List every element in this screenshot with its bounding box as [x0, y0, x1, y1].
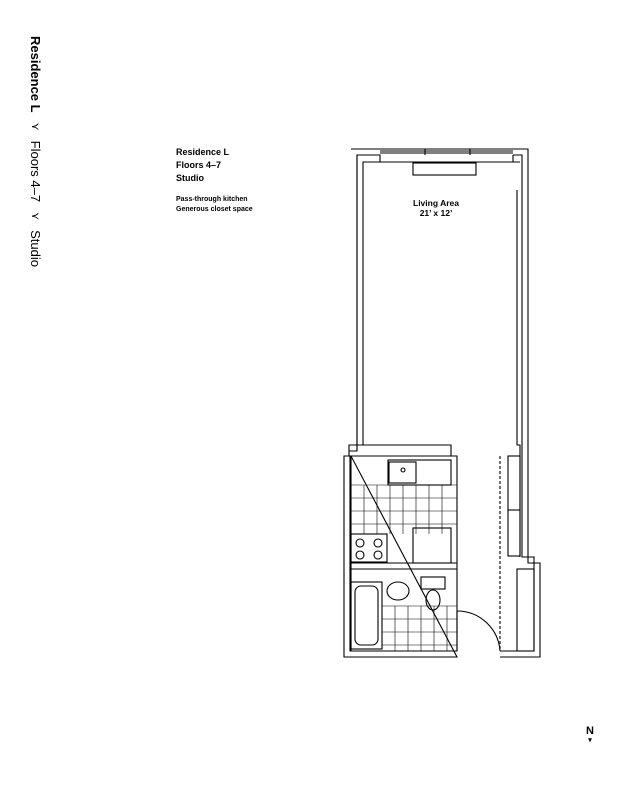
info-floors: Floors 4–7: [176, 160, 222, 170]
separator-icon: ⋎: [29, 122, 41, 131]
entry-door-swing: [457, 611, 500, 651]
arrow-down-icon: ▾: [588, 737, 592, 744]
info-type: Studio: [176, 173, 204, 183]
feature-item: Generous closet space: [176, 206, 253, 213]
sidebar-residence: Residence L: [28, 36, 43, 113]
info-residence: Residence L: [176, 147, 230, 157]
living-area-size: 21’ x 12’: [419, 208, 453, 218]
outer-wall: [344, 149, 540, 657]
living-area-label: Living Area: [413, 198, 459, 208]
feature-item: Pass-through kitchen: [176, 196, 248, 203]
inner-wall: [349, 155, 380, 451]
separator-icon: ⋎: [29, 212, 41, 221]
sidebar-type: Studio: [28, 230, 43, 268]
north-letter: N: [586, 725, 594, 737]
north-arrow: [584, 726, 596, 745]
sidebar-floors: Floors 4–7: [28, 140, 43, 203]
